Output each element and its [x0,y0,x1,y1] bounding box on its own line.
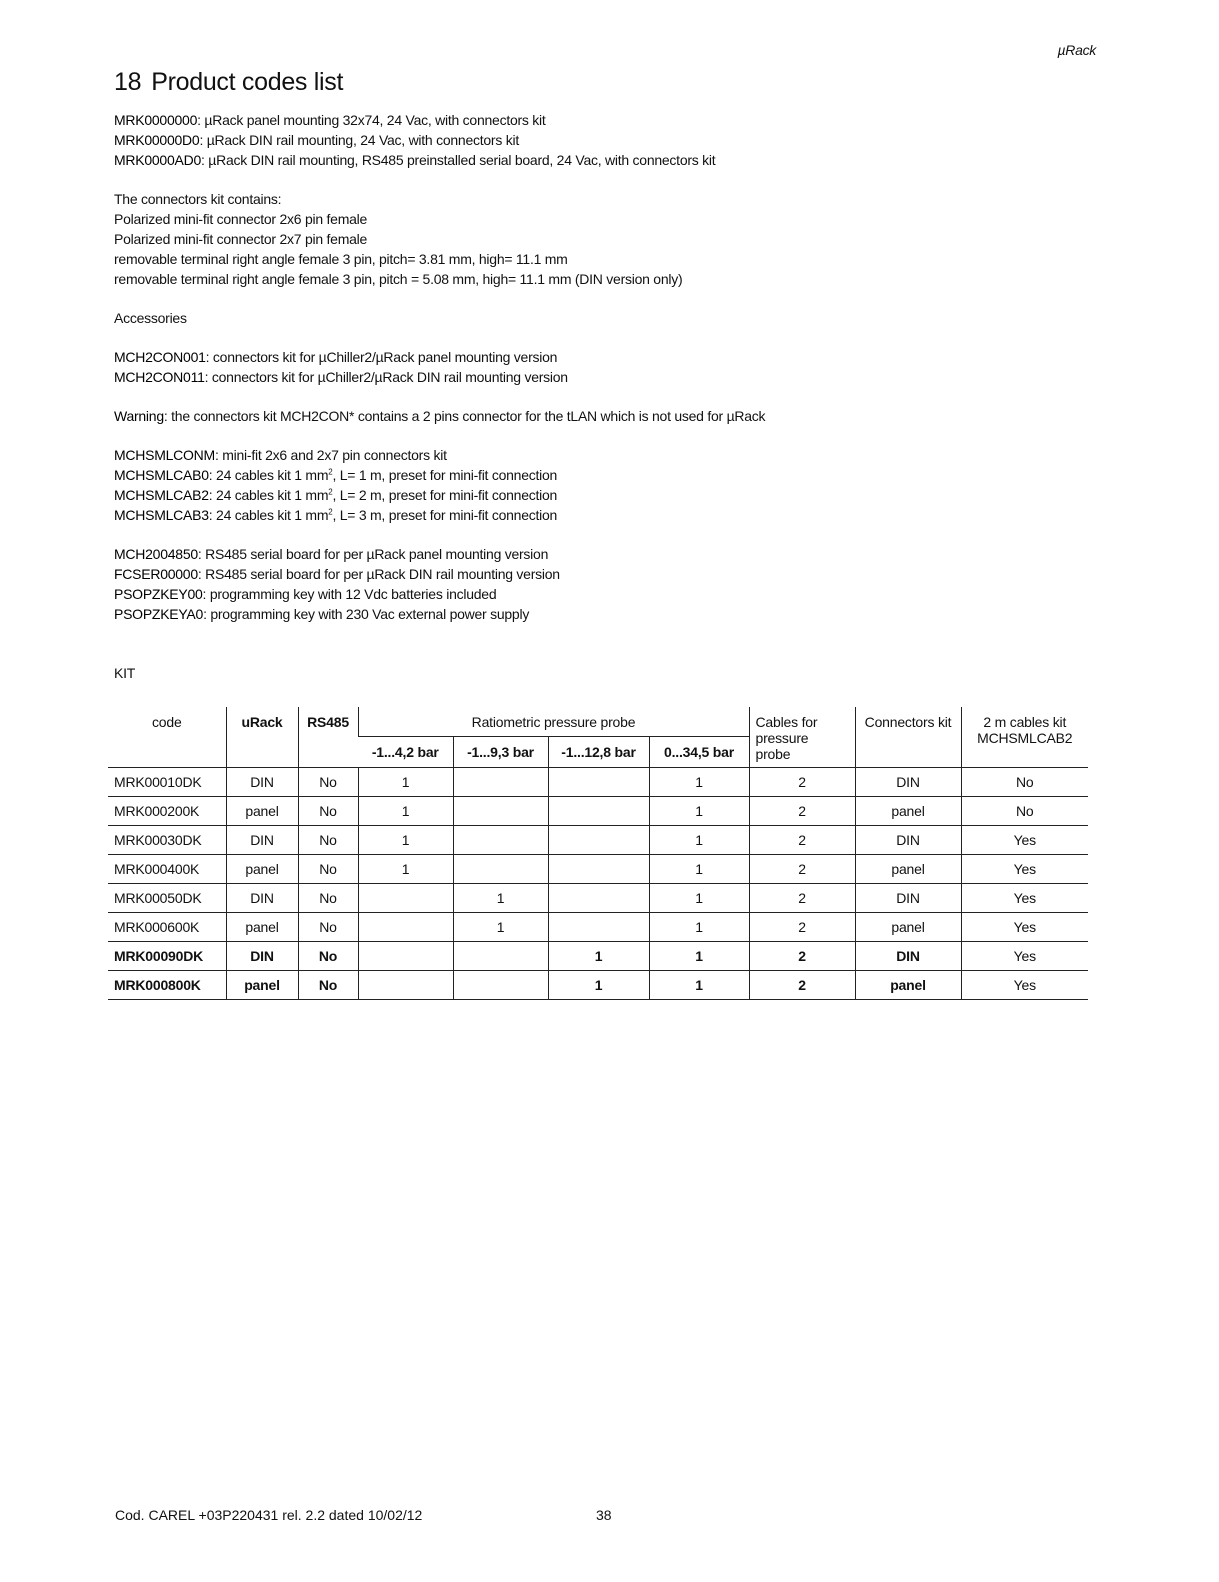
table-row [108,913,1088,942]
table-cell: 1 [649,855,749,884]
table-cell: 1 [649,942,749,971]
table-cell: 2 [749,942,855,971]
table-cell [548,884,649,913]
cable-line [114,485,1104,505]
cable-line [114,445,1104,465]
table-row [108,942,1088,971]
col-header-urack: uRack [226,707,298,768]
col-header-probe: -1...4,2 bar [371,744,439,760]
cable-desc: : 24 cables kit 1 mm [208,507,329,523]
product-line [114,150,1104,170]
table-cell: 2 [749,884,855,913]
table-cell: DIN [855,768,961,797]
accessory-line [114,367,1104,387]
content [114,110,1104,683]
warning-line [114,406,1104,426]
table-cell [358,884,453,913]
section-title-text: Product codes list [151,68,344,96]
connectors-kit-intro: The connectors kit contains: [114,191,282,207]
cable-line [114,505,1104,525]
warning-label: Warning [114,408,164,424]
accessory-desc: : connectors kit for µChiller2/µRack panel mounting version [205,349,558,365]
table-cell: DIN [226,768,298,797]
table-cell: MRK000200K [114,803,200,819]
table-cell: 1 [649,884,749,913]
table-cell: 1 [548,971,649,1000]
table-row [108,884,1088,913]
table-cell: Yes [961,855,1088,884]
table-row [108,855,1088,884]
header-brand: µRack [1057,42,1096,58]
table-cell: 1 [649,913,749,942]
table-cell: panel [226,855,298,884]
table-cell: 1 [453,913,548,942]
table-cell: 1 [649,768,749,797]
table-cell: No [298,971,358,1000]
cable-desc: : 24 cables kit 1 mm [208,467,329,483]
table-cell: MRK000400K [114,861,200,877]
table-cell: 1 [358,855,453,884]
kit-heading: KIT [114,665,136,681]
table-cell: DIN [855,884,961,913]
table-cell [453,768,548,797]
table-cell: DIN [855,826,961,855]
table-cell: MRK000800K [114,977,201,993]
product-desc: : µRack panel mounting 32x74, 24 Vac, with connectors kit [197,112,546,128]
table-cell: No [298,884,358,913]
accessories-heading: Accessories [114,310,187,326]
table-cell [453,971,548,1000]
table-cell: 1 [358,797,453,826]
table-cell: 2 [749,855,855,884]
board-line [114,564,1104,584]
table-cell [548,855,649,884]
table-cell: Yes [961,913,1088,942]
col-header-cables-line1: Cables for [755,714,818,730]
cable-sup: 2 [328,467,333,477]
cable-code: MCHSMLCONM [114,447,215,463]
accessory-desc: : connectors kit for µChiller2/µRack DIN rail mounting version [204,369,568,385]
product-line [114,110,1104,130]
table-cell: panel [226,913,298,942]
table-cell [548,797,649,826]
cable-line [114,465,1104,485]
col-header-code: code [151,714,182,730]
board-desc: : programming key with 12 Vdc batteries included [202,586,497,602]
table-cell: DIN [226,826,298,855]
cable-desc-after: , L= 3 m, preset for mini-fit connection [332,507,558,523]
table-cell: MRK00050DK [114,890,202,906]
table-cell: panel [226,797,298,826]
table-cell: panel [855,855,961,884]
table-cell [358,913,453,942]
table-cell: Yes [961,884,1088,913]
product-desc: : µRack DIN rail mounting, RS485 preinstalled serial board, 24 Vac, with connectors kit [201,152,716,168]
table-cell: panel [226,971,298,1000]
table-cell: 1 [649,797,749,826]
table-cell: 1 [358,768,453,797]
board-code: MCH2004850 [114,546,198,562]
table-cell [453,942,548,971]
col-header-cables2m-line1: 2 m cables kit [983,714,1067,730]
connectors-kit-item: Polarized mini-fit connector 2x6 pin female [114,211,368,227]
col-header-probe: -1...9,3 bar [453,737,548,768]
table-row [108,826,1088,855]
table-cell: Yes [961,826,1088,855]
table-cell [548,913,649,942]
board-line [114,604,1104,624]
table-cell: 2 [749,768,855,797]
col-header-cables [749,707,855,768]
table-cell: MRK00010DK [114,774,202,790]
col-header-connectors: Connectors kit [855,707,961,768]
section-number: 18 [114,68,142,96]
cable-desc: : 24 cables kit 1 mm [208,487,329,503]
table-cell [453,855,548,884]
product-code: MRK0000AD0 [114,152,201,168]
table-cell: 1 [548,942,649,971]
table-cell: panel [855,913,961,942]
table-cell [453,797,548,826]
footer-document-code: Cod. CAREL +03P220431 rel. 2.2 dated 10/02/12 [115,1507,423,1523]
board-desc: : programming key with 230 Vac external power supply [203,606,530,622]
board-desc: : RS485 serial board for per µRack DIN rail mounting version [197,566,560,582]
col-header-rs485: RS485 [298,707,358,768]
table-cell: No [298,797,358,826]
product-code: MRK00000D0 [114,132,200,148]
footer-page-number: 38 [596,1507,612,1523]
cable-code: MCHSMLCAB2 [114,487,209,503]
table-cell: 2 [749,913,855,942]
warning-text: : the connectors kit MCH2CON* contains a 2 pins connector for the tLAN which is not used for µRack [163,408,766,424]
col-header-probe: -1...12,8 bar [548,737,649,768]
col-header-cables-line2: pressure probe [755,730,809,762]
table-cell: Yes [961,971,1088,1000]
accessory-code: MCH2CON001 [114,349,206,365]
board-line [114,544,1104,564]
table-cell [358,971,453,1000]
table-cell: 1 [649,826,749,855]
table-row [108,797,1088,826]
table-cell: DIN [226,884,298,913]
cable-desc-after: , L= 2 m, preset for mini-fit connection [332,487,558,503]
accessory-code: MCH2CON011 [114,369,205,385]
table-cell [453,826,548,855]
table-cell: No [961,797,1088,826]
table-cell: 1 [453,884,548,913]
col-header-cables2m-line2: MCHSMLCAB2 [977,730,1073,746]
table-cell: No [298,855,358,884]
connectors-kit-item: Polarized mini-fit connector 2x7 pin female [114,231,368,247]
product-line [114,130,1104,150]
table-cell: No [298,942,358,971]
col-header-cables2m [961,707,1088,768]
table-cell: DIN [855,942,961,971]
table-cell: 1 [358,826,453,855]
table-cell: DIN [226,942,298,971]
table-cell: No [298,913,358,942]
table-cell [358,942,453,971]
table-cell: 2 [749,826,855,855]
table-cell: MRK000600K [114,919,200,935]
table-cell: 2 [749,971,855,1000]
kit-table [108,707,1088,1000]
board-code: PSOPZKEY00 [114,586,203,602]
connectors-kit-item: removable terminal right angle female 3 pin, pitch = 5.08 mm, high= 11.1 mm (DIN version only) [114,271,683,287]
table-cell [548,768,649,797]
table-cell: No [298,826,358,855]
table-cell [548,826,649,855]
table-cell: MRK00030DK [114,832,202,848]
col-header-probe: 0...34,5 bar [649,737,749,768]
product-code: MRK0000000 [114,112,198,128]
cable-code: MCHSMLCAB3 [114,507,209,523]
cable-sup: 2 [328,487,333,497]
board-code: PSOPZKEYA0 [114,606,204,622]
table-cell: 1 [649,971,749,1000]
cable-desc-after: , L= 1 m, preset for mini-fit connection [332,467,558,483]
cable-sup: 2 [328,507,333,517]
cable-desc: : mini-fit 2x6 and 2x7 pin connectors kit [214,447,447,463]
product-desc: : µRack DIN rail mounting, 24 Vac, with connectors kit [199,132,519,148]
table-cell: panel [855,797,961,826]
table-cell: panel [855,971,961,1000]
table-cell: No [298,768,358,797]
connectors-kit-item: removable terminal right angle female 3 pin, pitch= 3.81 mm, high= 11.1 mm [114,251,568,267]
table-row [108,971,1088,1000]
table-cell: 2 [749,797,855,826]
table-row [108,768,1088,797]
section-title [114,68,343,97]
cable-code: MCHSMLCAB0 [114,467,209,483]
accessory-line [114,347,1104,367]
board-line [114,584,1104,604]
table-cell: No [961,768,1088,797]
board-code: FCSER00000 [114,566,198,582]
board-desc: : RS485 serial board for per µRack panel mounting version [197,546,549,562]
table-cell: MRK00090DK [114,948,204,964]
table-cell: Yes [961,942,1088,971]
col-header-probe-group: Ratiometric pressure probe [358,707,749,737]
